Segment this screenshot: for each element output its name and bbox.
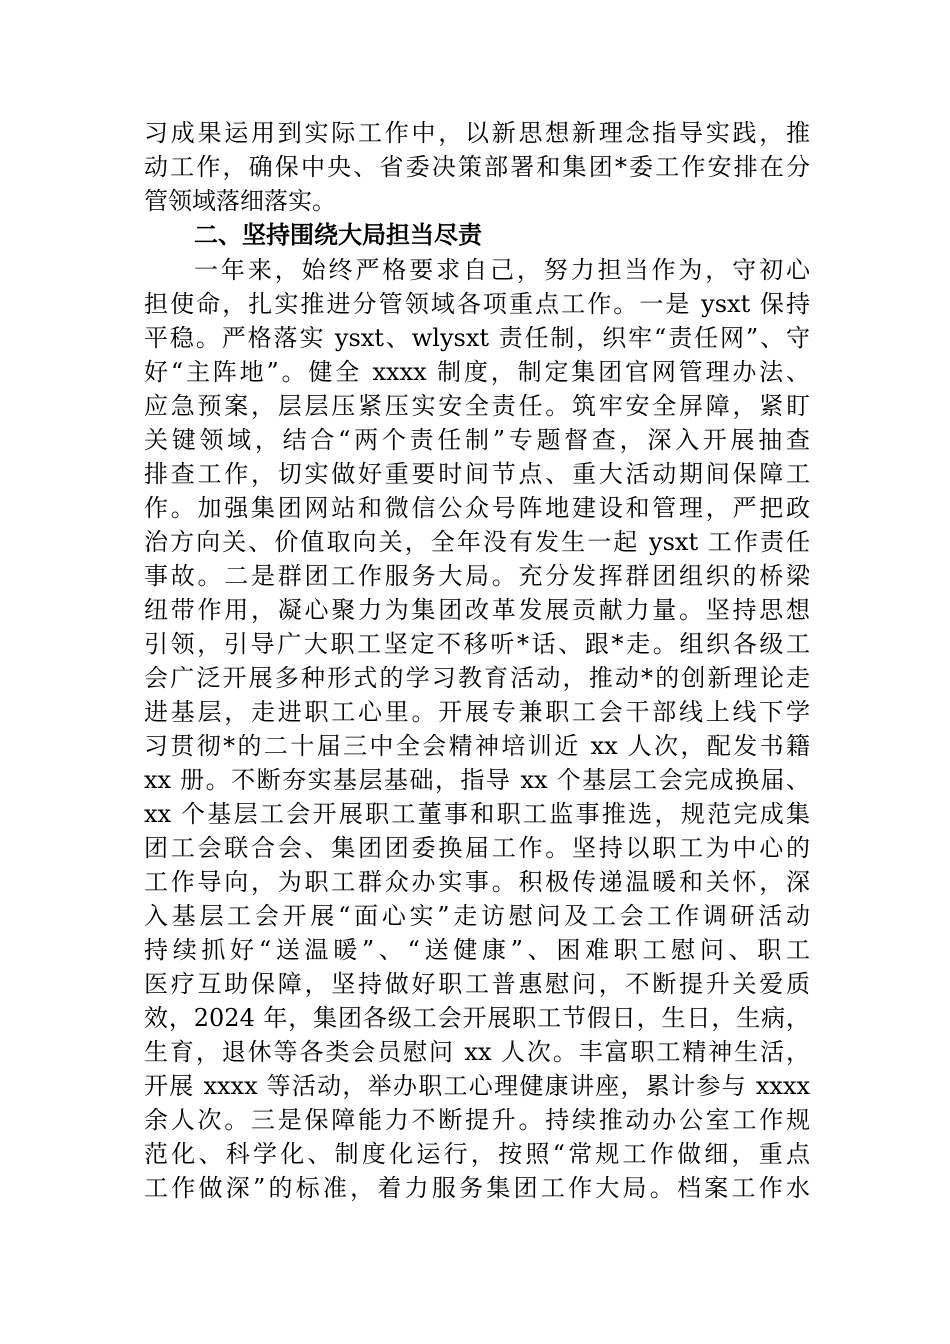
body-line: 会广泛开展多种形式的学习教育活动，推动*的创新理论走: [144, 664, 810, 692]
body-line: 工作做深”的标准，着力服务集团工作大局。档案工作水: [144, 1174, 810, 1202]
body-line: 引领，引导广大职工坚定不移听*话、跟*走。组织各级工: [144, 630, 810, 658]
body-line: 入基层工会开展“面心实”走访慰问及工会工作调研活动: [144, 902, 810, 930]
body-line: 应急预案，层层压紧压实安全责任。筑牢安全屏障，紧盯: [144, 392, 810, 420]
body-line: 纽带作用，凝心聚力为集团改革发展贡献力量。坚持思想: [144, 596, 810, 624]
body-line: 平稳。严格落实 ysxt、wlysxt 责任制，织牢“责任网”、守: [144, 324, 810, 352]
body-line: xx 个基层工会开展职工董事和职工监事推选，规范完成集: [144, 800, 810, 828]
document-body: [144, 116, 810, 1205]
body-line: 作。加强集团网站和微信公众号阵地建设和管理，严把政: [144, 494, 810, 522]
body-line: 好“主阵地”。健全 xxxx 制度，制定集团官网管理办法、: [144, 358, 810, 386]
intro-line: 动工作，确保中央、省委决策部署和集团*委工作安排在分: [144, 153, 810, 181]
body-line: 医疗互助保障，坚持做好职工普惠慰问，不断提升关爱质: [144, 970, 810, 998]
body-line: 进基层，走进职工心里。开展专兼职工会干部线上线下学: [144, 698, 810, 726]
body-line: 持续抓好“送温暖”、“送健康”、困难职工慰问、职工: [144, 936, 810, 964]
body-line: 担使命，扎实推进分管领域各项重点工作。一是 ysxt 保持: [144, 290, 810, 318]
body-line: 习贯彻*的二十届三中全会精神培训近 xx 人次，配发书籍: [144, 732, 810, 760]
body-line: 事故。二是群团工作服务大局。充分发挥群团组织的桥梁: [144, 562, 810, 590]
body-line: xx 册。不断夯实基层基础，指导 xx 个基层工会完成换届、: [144, 766, 810, 794]
body-line: 开展 xxxx 等活动，举办职工心理健康讲座，累计参与 xxxx: [144, 1072, 810, 1100]
intro-line: 管领域落细落实。: [144, 187, 336, 215]
body-line: 一年来，始终严格要求自己，努力担当作为，守初心: [194, 256, 810, 284]
body-line: 生育，退休等各类会员慰问 xx 人次。丰富职工精神生活，: [144, 1038, 810, 1066]
body-line: 工作导向，为职工群众办实事。积极传递温暖和关怀，深: [144, 868, 810, 896]
body-line: 排查工作，切实做好重要时间节点、重大活动期间保障工: [144, 460, 810, 488]
body-line: 余人次。三是保障能力不断提升。持续推动办公室工作规: [144, 1106, 810, 1134]
body-line: 治方向关、价值取向关，全年没有发生一起 ysxt 工作责任: [144, 528, 810, 556]
body-line: 范化、科学化、制度化运行，按照“常规工作做细，重点: [144, 1140, 810, 1168]
body-line: 效，2024 年，集团各级工会开展职工节假日，生日，生病，: [144, 1004, 810, 1032]
intro-line: 习成果运用到实际工作中，以新思想新理念指导实践，推: [144, 119, 810, 147]
section-heading: 二、坚持围绕大局担当尽责: [194, 221, 482, 249]
body-line: 团工会联合会、集团团委换届工作。坚持以职工为中心的: [144, 834, 810, 862]
body-line: 关键领域，结合“两个责任制”专题督查，深入开展抽查: [144, 426, 810, 454]
